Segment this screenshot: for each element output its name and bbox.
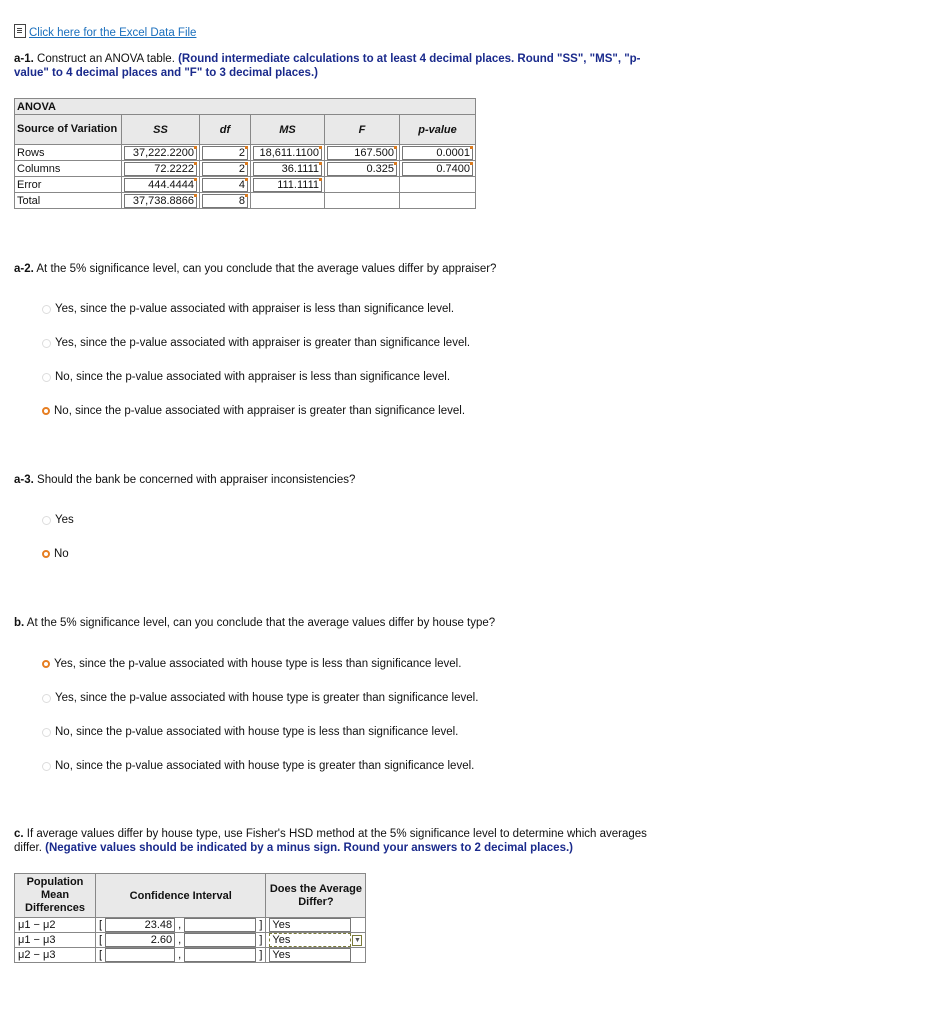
chevron-down-icon[interactable]: ▼ [353,936,361,944]
a2-option[interactable] [42,337,470,349]
anova-source: Rows [15,145,122,161]
anova-table [14,98,476,209]
question-a1-text: Construct an ANOVA table. [33,53,179,65]
anova-header-f: F [325,115,400,145]
question-a3-text: Should the bank be concerned with appraiser inconsistencies? [33,474,356,486]
radio-button[interactable] [42,728,51,737]
ci-low-input[interactable]: 23.48 [105,918,175,932]
ms-input[interactable]: 111.1111 [253,178,322,192]
ci-low-input[interactable]: 2.60 [105,933,175,947]
question-b [14,616,495,630]
option-label: Yes [55,514,74,526]
radio-button[interactable] [42,516,51,525]
question-b-prefix: b. [14,617,25,629]
question-a2 [14,262,496,276]
question-c-prefix: c. [14,828,24,840]
hsd-row: μ2 − μ3 [ , ] Yes [15,948,366,963]
f-empty [325,193,400,209]
anova-row [15,177,476,193]
anova-header-source: Source of Variation [15,115,122,145]
ms-input[interactable]: 36.1111 [253,162,322,176]
anova-source: Error [15,177,122,193]
p-input[interactable]: 0.0001 [402,146,473,160]
differ-select[interactable]: Yes [269,948,351,962]
anova-row [15,145,476,161]
ci-high-input[interactable] [184,918,256,932]
anova-source: Total [15,193,122,209]
f-input[interactable]: 167.500 [327,146,397,160]
hsd-table [14,873,366,963]
ss-input[interactable]: 37,738.8866 [124,194,197,208]
df-input[interactable]: 2 [202,146,248,160]
option-label: No, since the p-value associated with house type is less than significance level. [55,726,459,738]
p-input[interactable]: 0.7400 [402,162,473,176]
b-option[interactable] [42,760,474,772]
hsd-header-differ: Does the Average Differ? [266,874,366,918]
question-a3-prefix: a-3. [14,474,34,486]
a3-option[interactable] [42,514,74,526]
option-label: Yes, since the p-value associated with house type is greater than significance level. [55,692,479,704]
df-input[interactable]: 8 [202,194,248,208]
anova-source: Columns [15,161,122,177]
radio-button-selected[interactable] [42,550,50,558]
p-empty [400,193,476,209]
hsd-header-pop: Population Mean Differences [15,874,96,918]
ci-high-input[interactable] [184,933,256,947]
radio-button[interactable] [42,694,51,703]
question-c-text: If average values differ by house type, use Fisher's HSD method at the 5% significance level to determine which averages differ. [14,828,647,854]
ms-input[interactable]: 18,611.1100 [253,146,322,160]
excel-link-text[interactable]: Click here for the Excel Data File [29,27,197,39]
ci-low-input[interactable] [105,948,175,962]
a3-option-selected[interactable] [42,548,69,560]
anova-header-ss: SS [122,115,200,145]
a2-option[interactable] [42,303,454,315]
question-a1-prefix: a-1. [14,53,34,65]
ss-input[interactable]: 444.4444 [124,178,197,192]
f-input[interactable]: 0.325 [327,162,397,176]
p-empty [400,177,476,193]
b-option[interactable] [42,692,478,704]
question-a1-hint: (Round intermediate calculations to at least 4 decimal places. Round "SS", "MS", "p-value" to 4 decimal places and "F" to 3 decimal places.) [14,53,641,79]
anova-header-df: df [200,115,251,145]
a2-option-selected[interactable] [42,405,465,417]
hsd-label: μ1 − μ3 [15,933,96,948]
radio-button-selected[interactable] [42,660,50,668]
b-option-selected[interactable] [42,658,461,670]
option-label: Yes, since the p-value associated with appraiser is less than significance level. [55,303,455,315]
question-c [14,827,664,855]
ms-empty [251,193,325,209]
question-a3 [14,473,355,487]
hsd-header-ci: Confidence Interval [96,874,266,918]
option-label: No, since the p-value associated with house type is greater than significance level. [55,760,475,772]
anova-row [15,161,476,177]
f-empty [325,177,400,193]
ss-input[interactable]: 37,222.2200 [124,146,197,160]
radio-button[interactable] [42,373,51,382]
hsd-row: μ1 − μ3 [ 2.60 , ] Yes ▼ [15,933,366,948]
option-label: No, since the p-value associated with appraiser is less than significance level. [55,371,451,383]
b-option[interactable] [42,726,458,738]
ss-input[interactable]: 72.2222 [124,162,197,176]
differ-select[interactable]: Yes [269,918,351,932]
ci-high-input[interactable] [184,948,256,962]
radio-button[interactable] [42,762,51,771]
radio-button-selected[interactable] [42,407,50,415]
a2-option[interactable] [42,371,450,383]
question-b-text: At the 5% significance level, can you conclude that the average values differ by house type? [24,617,496,629]
document-icon [14,24,26,38]
option-label: No, since the p-value associated with appraiser is greater than significance level. [54,405,466,417]
option-label: Yes, since the p-value associated with appraiser is greater than significance level. [55,337,471,349]
df-input[interactable]: 2 [202,162,248,176]
anova-header-ms: MS [251,115,325,145]
question-a2-prefix: a-2. [14,263,34,275]
radio-button[interactable] [42,305,51,314]
hsd-label: μ2 − μ3 [15,948,96,963]
question-a1 [14,52,674,80]
question-c-hint: (Negative values should be indicated by a minus sign. Round your answers to 2 decimal places.) [45,842,573,854]
radio-button[interactable] [42,339,51,348]
df-input[interactable]: 4 [202,178,248,192]
hsd-label: μ1 − μ2 [15,918,96,933]
hsd-row: μ1 − μ2 [ 23.48 , ] Yes [15,918,366,933]
anova-title: ANOVA [15,99,476,115]
option-label: Yes, since the p-value associated with house type is less than significance level. [54,658,462,670]
option-label: No [54,548,69,560]
differ-select[interactable]: Yes [269,933,351,947]
excel-data-link[interactable] [14,24,196,39]
question-a2-text: At the 5% significance level, can you conclude that the average values differ by appraiser? [33,263,497,275]
anova-header-p: p-value [400,115,476,145]
anova-row [15,193,476,209]
